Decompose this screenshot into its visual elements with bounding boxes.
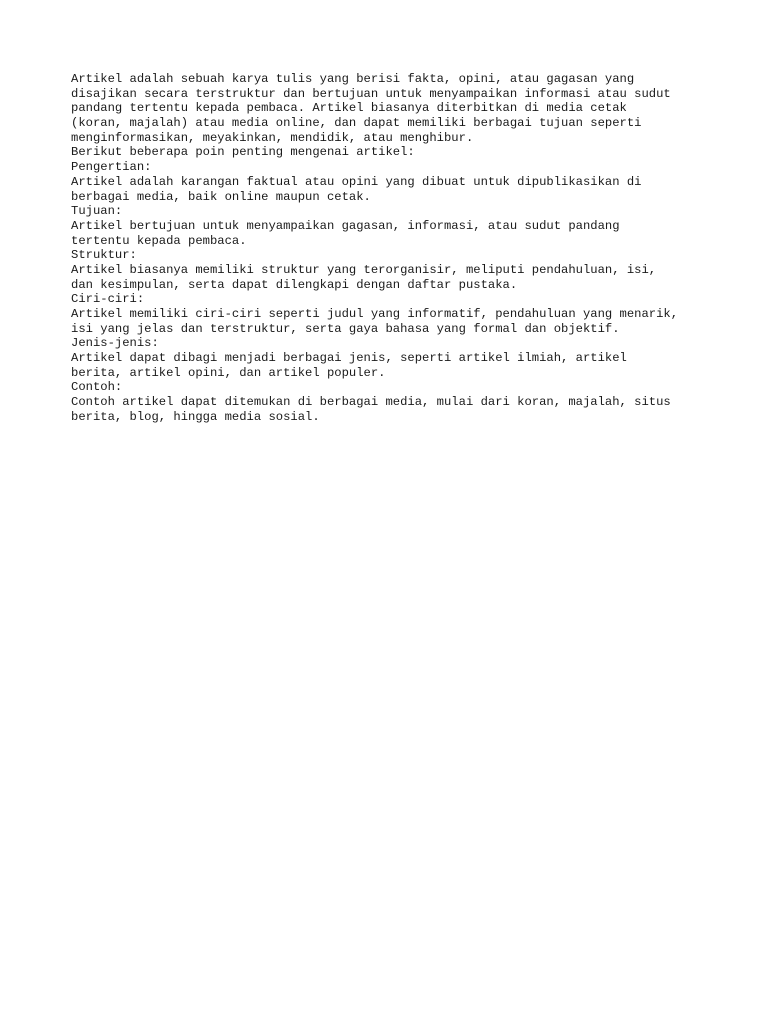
struktur-line-2: dan kesimpulan, serta dapat dilengkapi dengan daftar pustaka. (71, 277, 518, 292)
intro-line-3: pandang tertentu kepada pembaca. Artikel biasanya diterbitkan di media cetak (71, 101, 627, 116)
heading-ciri-ciri: Ciri-ciri: (71, 292, 145, 307)
intro-line-1: Artikel adalah sebuah karya tulis yang berisi fakta, opini, atau gagasan yang (71, 72, 635, 86)
heading-struktur: Struktur: (71, 248, 137, 263)
intro-line-4: (koran, majalah) atau media online, dan dapat memiliki berbagai tujuan seperti (71, 116, 642, 131)
struktur-line-1: Artikel biasanya memiliki struktur yang terorganisir, meliputi pendahuluan, isi, (71, 262, 657, 277)
tujuan-line-2: tertentu kepada pembaca. (71, 233, 247, 248)
intro-line-5: menginformasikan, meyakinkan, mendidik, atau menghibur. (71, 130, 474, 145)
jenis-jenis-line-2: berita, artikel opini, dan artikel populer. (71, 365, 386, 380)
pengertian-line-2: berbagai media, baik online maupun cetak. (71, 189, 371, 204)
ciri-ciri-line-2: isi yang jelas dan terstruktur, serta gaya bahasa yang formal dan objektif. (71, 321, 620, 336)
ciri-ciri-line-1: Artikel memiliki ciri-ciri seperti judul yang informatif, pendahuluan yang menarik, (71, 307, 679, 321)
document-page (71, 72, 721, 425)
contoh-line-1: Contoh artikel dapat ditemukan di berbagai media, mulai dari koran, majalah, situs (71, 395, 671, 410)
jenis-jenis-line-1: Artikel dapat dibagi menjadi berbagai jenis, seperti artikel ilmiah, artikel (71, 351, 627, 366)
heading-tujuan: Tujuan: (71, 204, 123, 219)
tujuan-line-1: Artikel bertujuan untuk menyampaikan gagasan, informasi, atau sudut pandang (71, 218, 620, 233)
points-intro-line: Berikut beberapa poin penting mengenai artikel: (71, 145, 415, 160)
heading-contoh: Contoh: (71, 380, 123, 395)
contoh-line-2: berita, blog, hingga media sosial. (71, 409, 320, 424)
heading-jenis-jenis: Jenis-jenis: (71, 336, 159, 351)
pengertian-line-1: Artikel adalah karangan faktual atau opini yang dibuat untuk dipublikasikan di (71, 174, 642, 189)
heading-pengertian: Pengertian: (71, 160, 152, 175)
intro-line-2: disajikan secara terstruktur dan bertujuan untuk menyampaikan informasi atau sudut (71, 86, 671, 101)
